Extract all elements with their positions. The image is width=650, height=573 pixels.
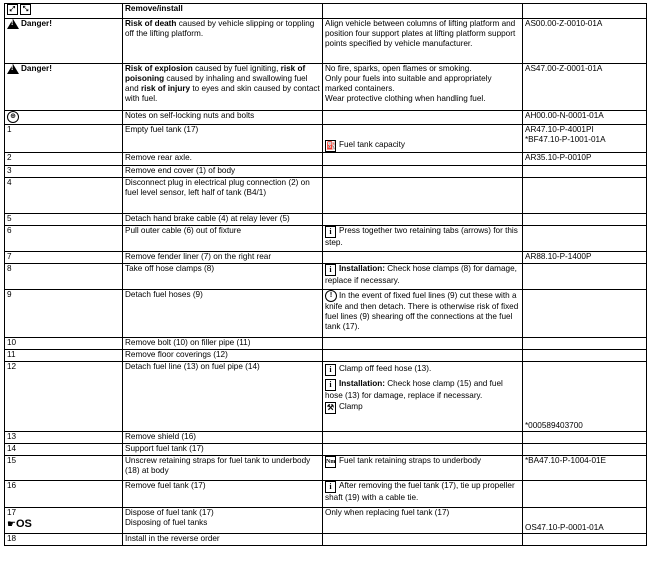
doc-link[interactable]: AR35.10-P-0010P bbox=[523, 153, 647, 166]
collapse-icon[interactable]: ⤡ bbox=[20, 4, 31, 15]
table-row: 18 Install in the reverse order bbox=[5, 534, 647, 546]
doc-link[interactable]: AR88.10-P-1400P bbox=[523, 252, 647, 264]
table-row: 9 Detach fuel hoses (9) ! In the event of fixed fuel lines (9) cut these with a knife and then detach. There is otherwise risk of fixed fuel lines (9) shearing off the connections at the fuel tank (17). bbox=[5, 290, 647, 338]
nut-bolt-icon: ⊕ bbox=[7, 111, 19, 123]
info-icon: i bbox=[325, 226, 336, 238]
table-row: 16 Remove fuel tank (17) i After removing the fuel tank (17), tie up propeller shaft (19) with a cable tie. bbox=[5, 481, 647, 508]
table-row: 10 Remove bolt (10) on filler pipe (11) bbox=[5, 338, 647, 350]
doc-link[interactable]: *BF47.10-P-1001-01A bbox=[525, 135, 606, 144]
table-row: 12 Detach fuel line (13) on fuel pipe (14) i Clamp off feed hose (13). i Installation: Check hose clamp (15) and fuel hose (13) for damage, replace if necessary. ⚒ Clamp *000589403700 bbox=[5, 362, 647, 432]
table-row: 13 Remove shield (16) bbox=[5, 432, 647, 444]
warning-icon bbox=[7, 19, 19, 29]
table-row: 6 Pull outer cable (6) out of fixture i Press together two retaining tabs (arrows) for this step. bbox=[5, 226, 647, 252]
table-row: 5 Detach hand brake cable (4) at relay lever (5) bbox=[5, 214, 647, 226]
caution-icon: ! bbox=[325, 290, 337, 302]
table-row: 1 Empty fuel tank (17) ⛽ Fuel tank capacity AR47.10-P-4001PI *BF47.10-P-1001-01A bbox=[5, 125, 647, 153]
table-row: 3 Remove end cover (1) of body bbox=[5, 166, 647, 178]
pointing-hand-icon: ☛ bbox=[7, 519, 16, 530]
doc-link[interactable]: *BA47.10-P-1004-01E bbox=[523, 456, 647, 481]
table-row: 4 Disconnect plug in electrical plug connection (2) on fuel level sensor, left half of tank (B4/1) bbox=[5, 178, 647, 214]
danger-label: Danger! bbox=[21, 64, 52, 74]
warning-icon bbox=[7, 64, 19, 74]
info-icon: i bbox=[325, 481, 336, 493]
info-icon: i bbox=[325, 264, 336, 276]
notes-row: ⊕ Notes on self-locking nuts and bolts AH00.00-N-0001-01A bbox=[5, 111, 647, 125]
table-row: 17 ☛OS Dispose of fuel tank (17) Disposing of fuel tanks Only when replacing fuel tank (17) OS47.10-P-0001-01A bbox=[5, 508, 647, 534]
tool-icon: ⚒ bbox=[326, 403, 335, 412]
header-title: Remove/install bbox=[123, 4, 323, 19]
torque-icon: Nm bbox=[325, 456, 336, 468]
info-icon: i bbox=[325, 364, 336, 376]
expand-icon[interactable]: ⤢ bbox=[7, 4, 18, 15]
table-row: 15 Unscrew retaining straps for fuel tank to underbody (18) at body Nm Fuel tank retaining straps to underbody *BA47.10-P-1004-01E bbox=[5, 456, 647, 481]
header-icons bbox=[5, 4, 123, 19]
header-row bbox=[5, 4, 647, 19]
doc-link[interactable]: AH00.00-N-0001-01A bbox=[523, 111, 647, 125]
doc-link[interactable]: AR47.10-P-4001PI bbox=[525, 125, 594, 134]
info-icon: i bbox=[325, 379, 336, 391]
danger-label: Danger! bbox=[21, 19, 52, 29]
table-row: 8 Take off hose clamps (8) i Installation: Check hose clamps (8) for damage, replace if necessary. bbox=[5, 264, 647, 290]
doc-link[interactable]: *000589403700 bbox=[523, 362, 647, 432]
doc-link[interactable]: AS47.00-Z-0001-01A bbox=[523, 64, 647, 111]
doc-link[interactable]: OS47.10-P-0001-01A bbox=[523, 508, 647, 534]
procedure-table bbox=[4, 3, 647, 546]
table-row: 7 Remove fender liner (7) on the right rear AR88.10-P-1400P bbox=[5, 252, 647, 264]
doc-link[interactable]: AS00.00-Z-0010-01A bbox=[523, 19, 647, 64]
fuel-tank-icon: ⛽ bbox=[326, 141, 336, 150]
table-row: 2 Remove rear axle. AR35.10-P-0010P bbox=[5, 153, 647, 166]
table-row: 11 Remove floor coverings (12) bbox=[5, 350, 647, 362]
danger-row: !Danger! Risk of death caused by vehicle slipping or toppling off the lifting platform. Align vehicle between columns of lifting platform and position four support plates at lifting platform support points specified by vehicle manufacturer. AS00.00-Z-0010-01A bbox=[5, 19, 647, 64]
danger-row: !Danger! Risk of explosion caused by fuel igniting, risk of poisoning caused by inhaling and swallowing fuel and risk of injury to eyes and skin caused by contact with fuel. No fire, sparks, open flames or smoking. Only pour fuels into suitable and appropriately marked containers. Wear protective clothing when handling fuel. AS47.00-Z-0001-01A bbox=[5, 64, 647, 111]
table-row: 14 Support fuel tank (17) bbox=[5, 444, 647, 456]
